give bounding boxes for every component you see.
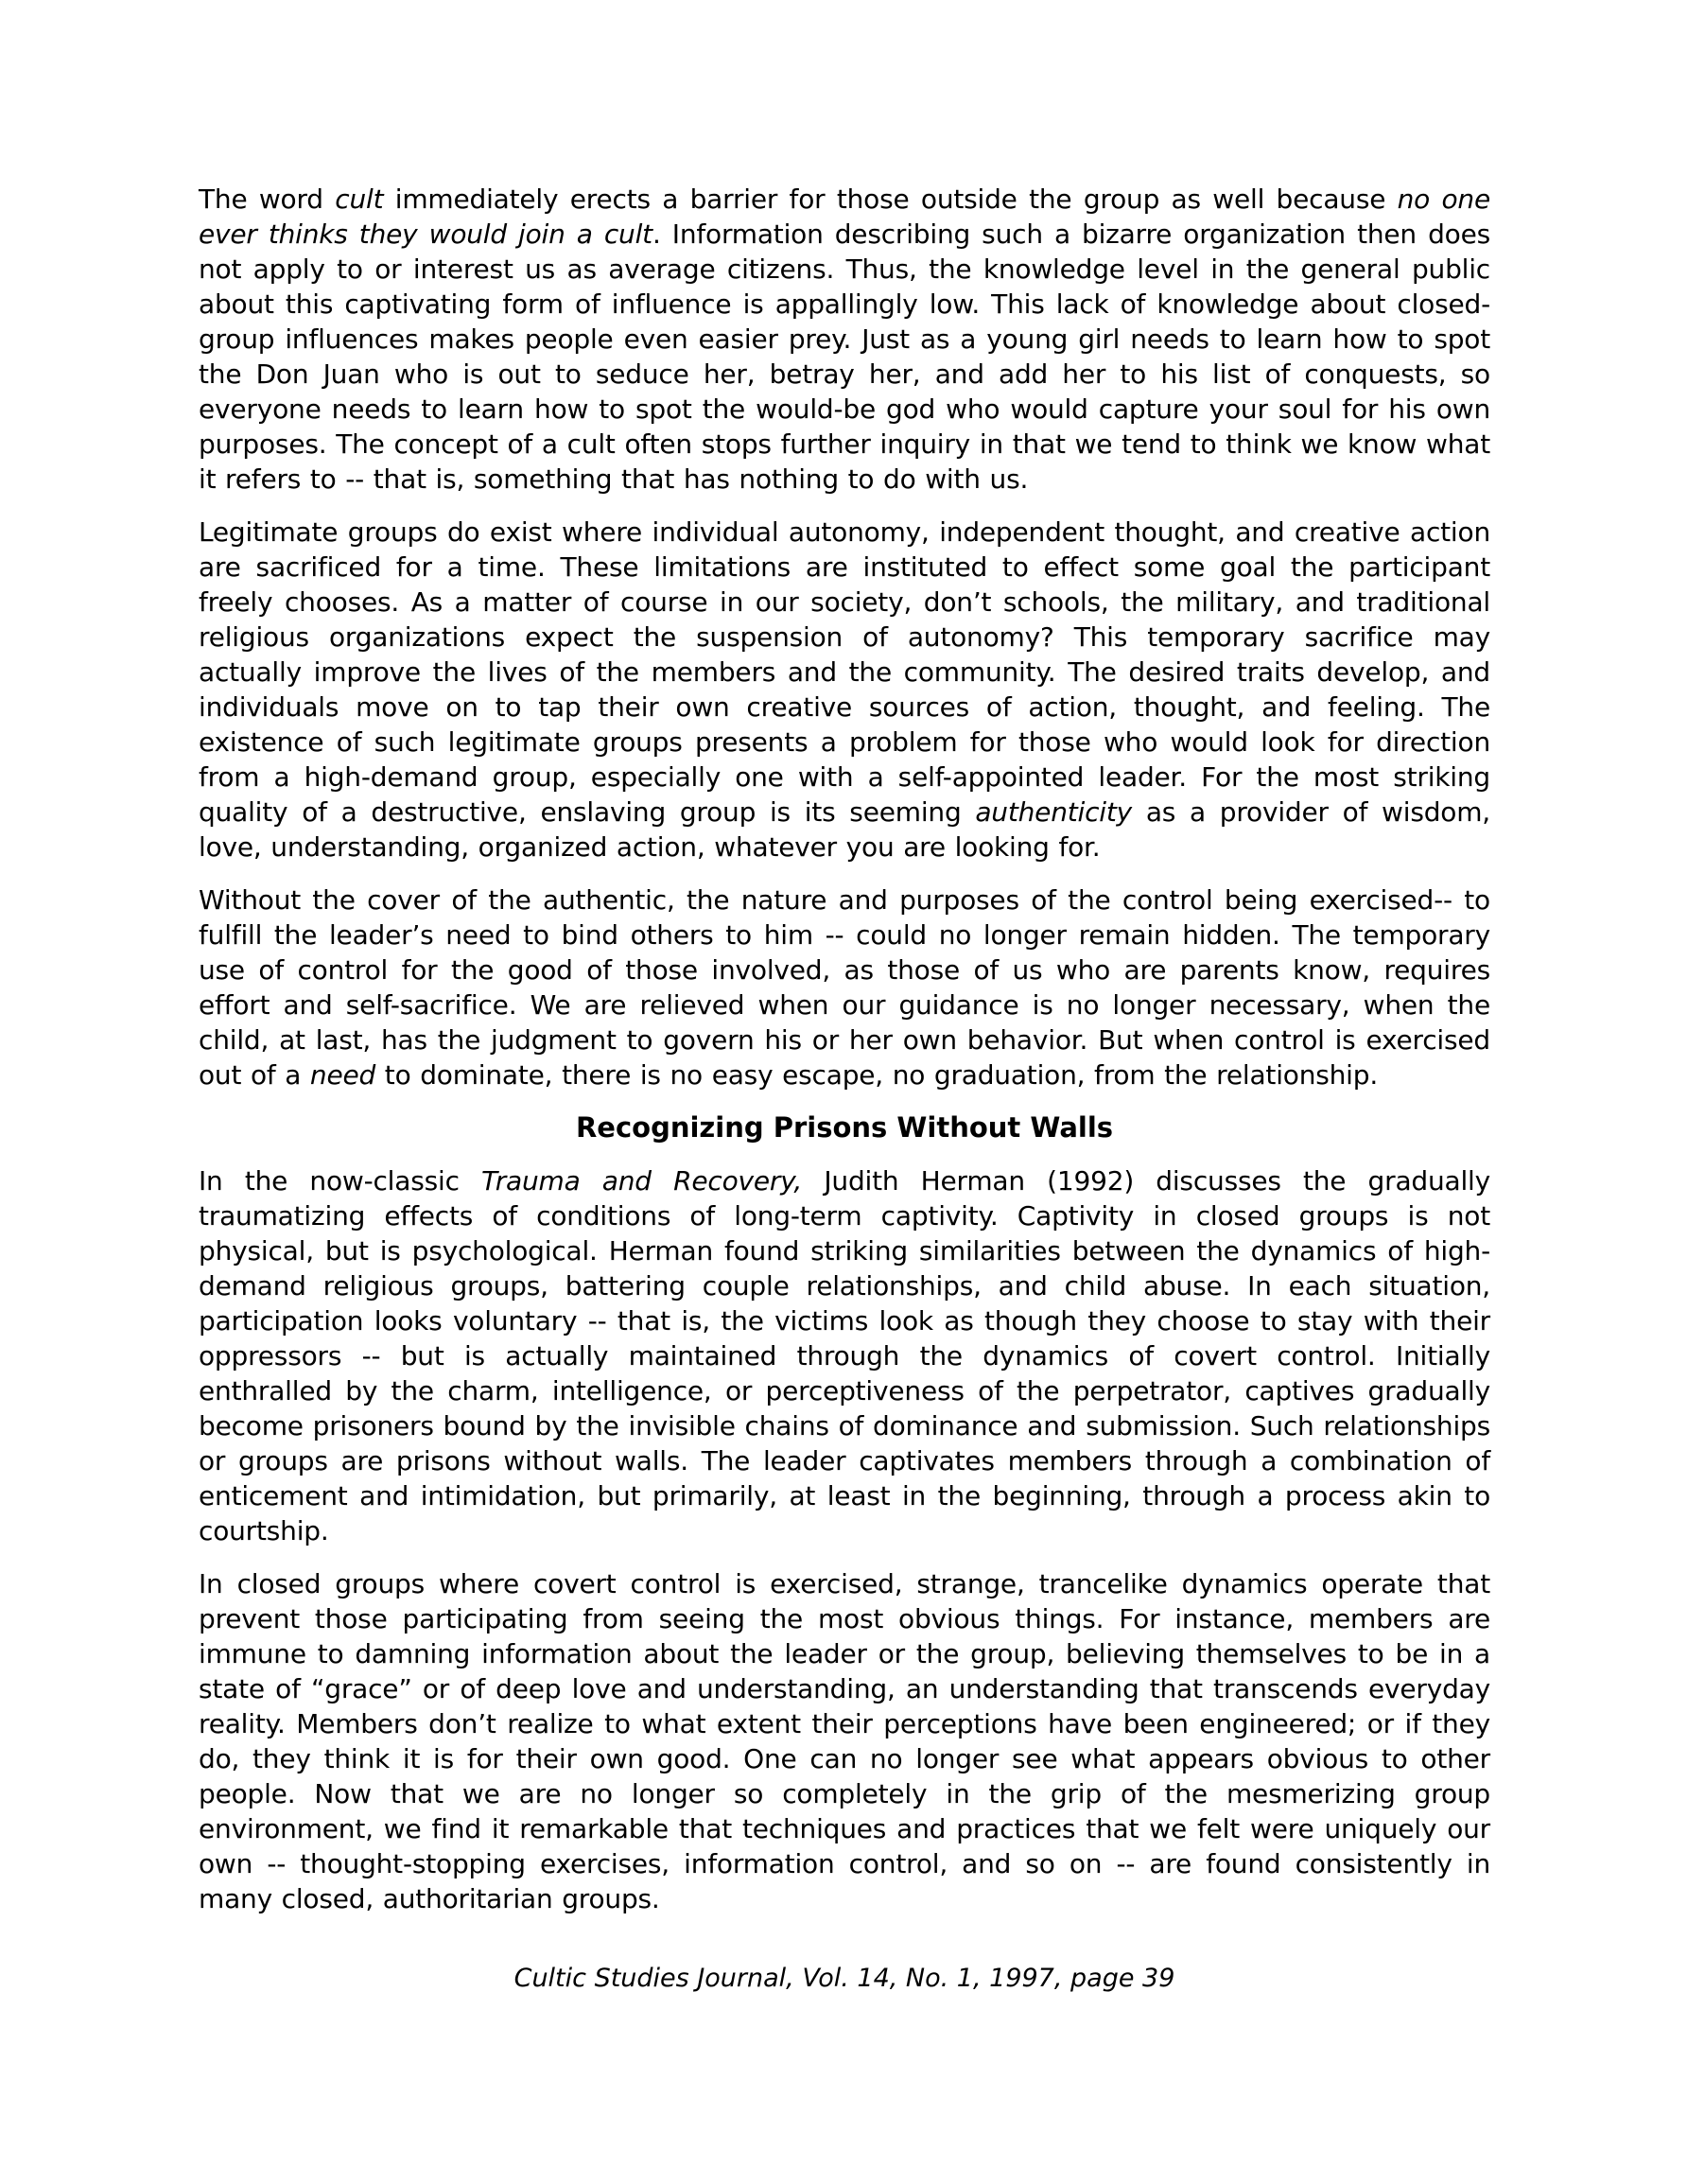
text-run: In the now-classic	[199, 1165, 481, 1197]
italic-text-run: authenticity	[975, 796, 1133, 828]
text-run: Judith Herman (1992) discusses the gradually traumatizing effects of conditions of long-term captivity. Captivity in closed groups is not physical, but is psychological. Herman found striking similarities between the dynamics of high-demand religious groups, battering couple relationships, and child abuse. In each situation, participation looks voluntary -- that is, the victims look as though they choose to stay with their oppressors -- but is actually maintained through the dynamics of covert control. Initially enthralled by the charm, intelligence, or perceptiveness of the perpetrator, captives gradually become prisoners bound by the invisible chains of dominance and submission. Such relationships or groups are prisons without walls. The leader captivates members through a combination of enticement and intimidation, but primarily, at least in the beginning, through a process akin to courtship.	[199, 1165, 1491, 1546]
text-column	[199, 182, 1490, 1996]
text-run: Legitimate groups do exist where individual autonomy, independent thought, and creative action are sacrificed for a time. These limitations are instituted to effect some goal the participant freely chooses. As a matter of course in our society, don’t schools, the military, and traditional religious organizations expect the suspension of autonomy? This temporary sacrifice may actually improve the lives of the members and the community. The desired traits develop, and individuals move on to tap their own creative sources of action, thought, and feeling. The existence of such legitimate groups presents a problem for those who would look for direction from a high-demand group, especially one with a self-appointed leader. For the most striking quality of a destructive, enslaving group is its seeming	[199, 516, 1490, 828]
italic-text-run: Trauma and Recovery,	[481, 1165, 803, 1197]
paragraph-cover-of-authentic	[199, 882, 1490, 1092]
footer-citation: Cultic Studies Journal, Vol. 14, No. 1, 1997, page 39	[513, 1964, 1175, 1993]
text-run: immediately erects a barrier for those outside the group as well because	[383, 183, 1398, 215]
text-run: as a provider of wisdom, love, understanding, organized action, whatever you are looking for.	[199, 796, 1490, 863]
paragraph-cult-barrier	[199, 182, 1490, 497]
text-run: In closed groups where covert control is exercised, strange, trancelike dynamics operate that prevent those participating from seeing the most obvious things. For instance, members are immune to damning information about the leader or the group, believing themselves to be in a state of “grace” or of deep love and understanding, an understanding that transcends everyday reality. Members don’t realize to what extent their perceptions have been engineered; or if they do, they think it is for their own good. One can no longer see what appears obvious to other people. Now that we are no longer so completely in the grip of the mesmerizing group environment, we find it remarkable that techniques and practices that we felt were uniquely our own -- thought-stopping exercises, information control, and so on -- are found consistently in many closed, authoritarian groups.	[199, 1568, 1490, 1914]
italic-text-run: cult	[335, 183, 384, 215]
italic-text-run: need	[309, 1059, 376, 1091]
paragraph-legitimate-groups	[199, 515, 1490, 865]
text-run: Without the cover of the authentic, the nature and purposes of the control being exercised-- to fulfill the leader’s need to bind others to him -- could no longer remain hidden. The temporary use of control for the good of those involved, as those of us who are parents know, requires effort and self-sacrifice. We are relieved when our guidance is no longer necessary, when the child, at last, has the judgment to govern his or her own behavior. But when control is exercised out of a	[199, 884, 1490, 1091]
paragraph-trauma-recovery	[199, 1163, 1490, 1548]
paragraph-closed-groups	[199, 1566, 1490, 1916]
italic-text-run: no one ever thinks they would join a cult	[199, 183, 1490, 250]
text-run: The word	[199, 183, 336, 215]
text-run: to dominate, there is no easy escape, no graduation, from the relationship.	[375, 1059, 1379, 1091]
section-heading: Recognizing Prisons Without Walls	[575, 1111, 1114, 1144]
text-run: . Information describing such a bizarre organization then does not apply to or interest us as average citizens. Thus, the knowledge level in the general public about this captivating form of influence is appallingly low. This lack of knowledge about closed-group influences makes people even easier prey. Just as a young girl needs to learn how to spot the Don Juan who is out to seduce her, betray her, and add her to his list of conquests, so everyone needs to learn how to spot the would-be god who would capture your soul for his own purposes. The concept of a cult often stops further inquiry in that we tend to think we know what it refers to -- that is, something that has nothing to do with us.	[199, 218, 1490, 495]
